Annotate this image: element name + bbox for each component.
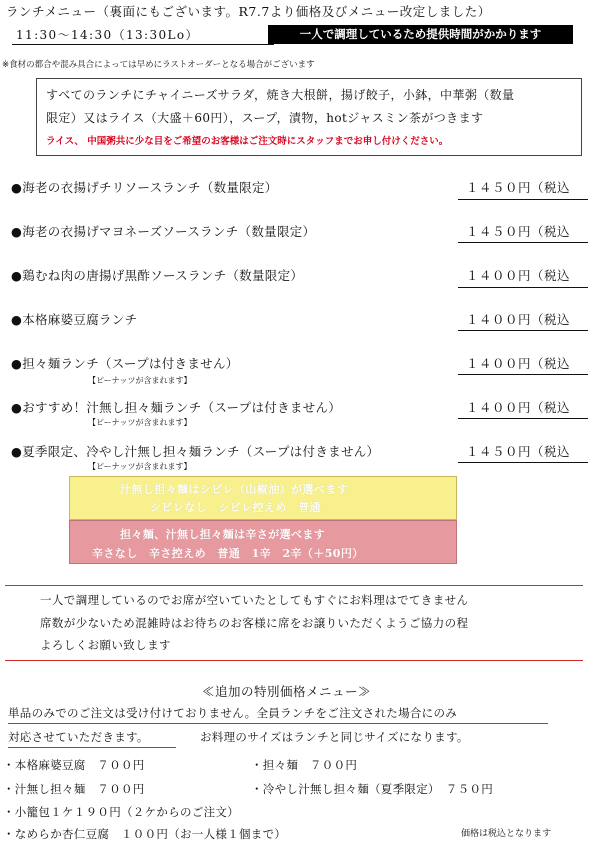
menu-item-price: １４５０円（税込 bbox=[466, 224, 571, 239]
extra-menu-size-note: お料理のサイズはランチと同じサイズになります。 bbox=[200, 730, 469, 744]
peanut-warning: 【ピーナッツが含まれます】 bbox=[88, 462, 192, 471]
notice-line-2: 席数が少ないため混雑時はお待ちのお客様に席をお譲りいただくようご協力の程 bbox=[40, 616, 469, 630]
spiciness-options-heading: 担々麺、汁無し担々麺は辛さが選べます bbox=[120, 528, 326, 541]
peanut-warning: 【ピーナッツが含まれます】 bbox=[88, 418, 192, 427]
extra-menu-item: ・なめらか杏仁豆腐 １００円（お一人様１個まで） bbox=[3, 827, 287, 841]
menu-item-name: ●担々麺ランチ（スープは付きません） bbox=[11, 356, 239, 371]
price-underline bbox=[458, 287, 588, 288]
menu-item-price: １４５０円（税込 bbox=[466, 180, 571, 195]
menu-item-price: １４００円（税込 bbox=[466, 312, 571, 327]
section-divider bbox=[5, 585, 583, 586]
page-title: ランチメニュー（裏面にもございます。R7.7より価格及びメニュー改定しました） bbox=[6, 4, 491, 19]
extra-menu-title: ≪追加の特別価格メニュー≫ bbox=[202, 684, 372, 699]
menu-item-name: ●夏季限定、冷やし汁無し担々麺ランチ（スープは付きません） bbox=[11, 444, 380, 459]
section-divider bbox=[5, 660, 583, 661]
menu-item-name: ●本格麻婆豆腐ランチ bbox=[11, 312, 138, 327]
price-underline bbox=[458, 462, 588, 463]
peanut-warning: 【ピーナッツが含まれます】 bbox=[88, 376, 192, 385]
extra-menu-item: ・汁無し担々麺 ７００円 bbox=[3, 782, 145, 796]
numbness-options-heading: 汁無し担々麺はシビレ（山椒油）が選べます bbox=[120, 483, 348, 496]
included-items-line-1: すべてのランチにチャイニーズサラダ，焼き大根餅，揚げ餃子，小鉢，中華粥（数量 bbox=[46, 88, 515, 102]
extra-menu-item: ・本格麻婆豆腐 ７００円 bbox=[3, 758, 145, 772]
tax-note: 価格は税込となります bbox=[461, 829, 552, 839]
rule-underline bbox=[8, 747, 176, 748]
extra-menu-rule-line-2: 対応させていただきます。 bbox=[8, 730, 149, 744]
menu-item-price: １４００円（税込 bbox=[466, 356, 571, 371]
price-underline bbox=[458, 418, 588, 419]
hours-underline bbox=[12, 44, 274, 45]
price-underline bbox=[458, 374, 588, 375]
menu-item-name: ●おすすめ！汁無し担々麺ランチ（スープは付きません） bbox=[11, 400, 342, 415]
price-underline bbox=[458, 330, 588, 331]
menu-item-price: １４００円（税込 bbox=[466, 268, 571, 283]
extra-menu-item: ・担々麺 ７００円 bbox=[251, 758, 358, 772]
menu-item-name: ●海老の衣揚げマヨネーズソースランチ（数量限定） bbox=[11, 224, 316, 239]
price-underline bbox=[458, 242, 588, 243]
notice-line-1: 一人で調理しているのでお席が空いていたとしてもすぐにお料理はでてきません bbox=[40, 593, 469, 607]
last-order-notice: ※食材の都合や混み具合によっては早めにラストオーダーとなる場合がございます bbox=[2, 60, 315, 70]
rule-underline bbox=[8, 723, 548, 724]
extra-menu-item: ・冷やし汁無し担々麺（夏季限定） ７５０円 bbox=[251, 782, 494, 796]
menu-item-price: １４５０円（税込 bbox=[466, 444, 571, 459]
notice-line-3: よろしくお願い致します bbox=[40, 638, 171, 652]
business-hours: 11:30〜14:30（13:30Lo） bbox=[16, 28, 199, 42]
numbness-options-levels: シビレなし シビレ控えめ 普通 bbox=[150, 501, 321, 514]
spiciness-options-levels: 辛さなし 辛さ控えめ 普通 1辛 2辛（＋50円） bbox=[92, 547, 364, 560]
menu-item-name: ●海老の衣揚げチリソースランチ（数量限定） bbox=[11, 180, 278, 195]
included-items-line-2: 限定）又はライス（大盛＋60円），スープ，漬物，hotジャスミン茶がつきます bbox=[46, 111, 484, 125]
menu-item-price: １４００円（税込 bbox=[466, 400, 571, 415]
extra-menu-rule-line-1: 単品のみでのご注文は受け付けておりません。全員ランチをご注文された場合にのみ bbox=[8, 706, 458, 720]
menu-item-name: ●鶏むね肉の唐揚げ黒酢ソースランチ（数量限定） bbox=[11, 268, 304, 283]
rice-portion-notice: ライス、 中国粥共に少な目をご希望のお客様はご注文時にスタッフまでお申し付けください。 bbox=[46, 136, 449, 147]
price-underline bbox=[458, 199, 588, 200]
extra-menu-item: ・小籠包１ケ１９０円（２ケからのご注文） bbox=[3, 805, 239, 819]
hours-banner: 一人で調理しているため提供時間がかかります bbox=[268, 25, 573, 44]
